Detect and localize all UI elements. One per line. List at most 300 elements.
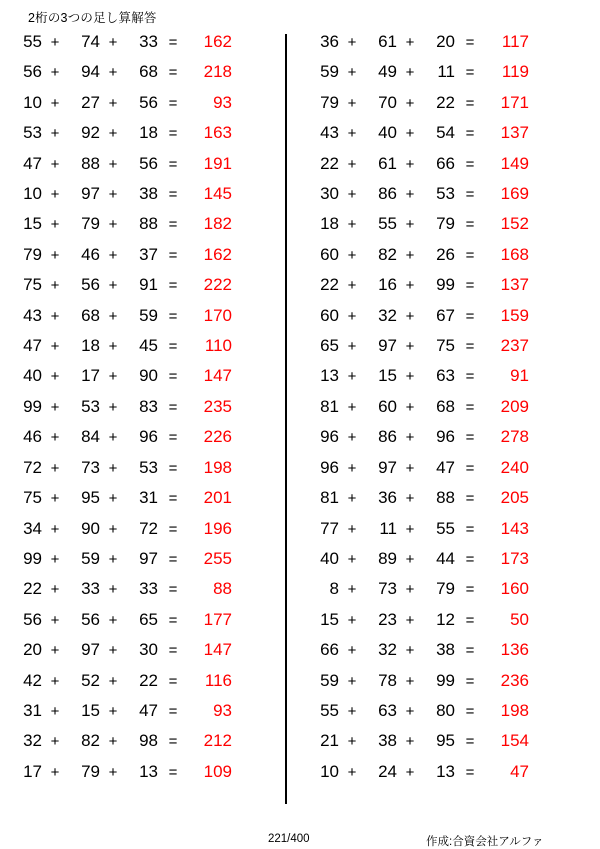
problem-row (307, 245, 572, 275)
operand-3: 33 (139, 32, 158, 51)
equals-icon: = (465, 581, 475, 599)
plus-icon: + (347, 368, 357, 386)
answer-value: 182 (203, 214, 232, 234)
answer-value: 205 (500, 488, 529, 508)
plus-icon: + (405, 490, 415, 508)
answer-value: 198 (500, 700, 529, 720)
equals-icon: = (465, 155, 475, 173)
operand-2: 97 (378, 336, 397, 356)
operand-1: 75 (23, 275, 42, 295)
plus-icon: + (50, 398, 60, 416)
operand-2: 86 (378, 427, 397, 447)
operand-2: 63 (378, 700, 397, 720)
problem-columns (0, 32, 600, 792)
plus-icon: + (405, 186, 415, 204)
plus-icon: + (108, 246, 118, 264)
operand-2: 97 (81, 640, 100, 660)
plus-icon: + (108, 733, 118, 751)
equals-icon: = (465, 490, 475, 508)
operand-1: 79 (23, 244, 42, 264)
equals-icon: = (465, 186, 475, 204)
operand-2: 88 (81, 153, 100, 173)
plus-icon: + (108, 763, 118, 781)
plus-icon: + (405, 550, 415, 568)
operand-1: 79 (320, 92, 339, 112)
problem-row (307, 549, 572, 579)
answer-value: 159 (500, 305, 529, 325)
operand-3: 26 (436, 244, 455, 264)
operand-3: 97 (139, 548, 158, 568)
equals-icon: = (168, 94, 178, 112)
operand-1: 99 (23, 396, 42, 416)
operand-2: 11 (379, 518, 397, 538)
plus-icon: + (50, 459, 60, 477)
problem-row (10, 154, 285, 184)
answer-value: 162 (203, 32, 232, 51)
equals-icon: = (168, 307, 178, 325)
equals-icon: = (465, 246, 475, 264)
operand-1: 53 (23, 123, 42, 143)
plus-icon: + (347, 34, 357, 51)
plus-icon: + (405, 702, 415, 720)
answer-value: 170 (203, 305, 232, 325)
plus-icon: + (347, 277, 357, 295)
operand-1: 40 (320, 548, 339, 568)
operand-2: 56 (81, 609, 100, 629)
plus-icon: + (50, 550, 60, 568)
plus-icon: + (405, 94, 415, 112)
plus-icon: + (405, 277, 415, 295)
plus-icon: + (405, 398, 415, 416)
operand-1: 59 (320, 670, 339, 690)
operand-1: 40 (23, 366, 42, 386)
operand-1: 66 (320, 640, 339, 660)
operand-1: 10 (23, 184, 42, 204)
equals-icon: = (465, 672, 475, 690)
plus-icon: + (347, 155, 357, 173)
answer-value: 91 (510, 366, 529, 386)
equals-icon: = (168, 125, 178, 143)
operand-2: 73 (378, 579, 397, 599)
equals-icon: = (465, 368, 475, 386)
plus-icon: + (50, 64, 60, 82)
problem-row (307, 519, 572, 549)
problem-row (307, 579, 572, 609)
equals-icon: = (465, 94, 475, 112)
problem-row (307, 366, 572, 396)
plus-icon: + (108, 155, 118, 173)
problem-row (10, 306, 285, 336)
answer-value: 240 (500, 457, 529, 477)
plus-icon: + (50, 246, 60, 264)
plus-icon: + (50, 733, 60, 751)
operand-1: 22 (23, 579, 42, 599)
operand-1: 22 (320, 275, 339, 295)
problem-row (307, 458, 572, 488)
operand-1: 43 (23, 305, 42, 325)
problem-row (307, 427, 572, 457)
operand-1: 72 (23, 457, 42, 477)
problem-row (10, 123, 285, 153)
equals-icon: = (168, 672, 178, 690)
operand-3: 91 (139, 275, 158, 295)
operand-2: 40 (378, 123, 397, 143)
plus-icon: + (347, 216, 357, 234)
answer-value: 154 (500, 731, 529, 751)
answer-value: 93 (213, 92, 232, 112)
operand-2: 79 (81, 761, 100, 781)
problem-row (10, 93, 285, 123)
plus-icon: + (108, 642, 118, 660)
operand-1: 32 (23, 731, 42, 751)
problem-row (10, 549, 285, 579)
operand-1: 60 (320, 244, 339, 264)
operand-1: 17 (23, 761, 42, 781)
plus-icon: + (405, 125, 415, 143)
plus-icon: + (50, 672, 60, 690)
answer-value: 235 (203, 396, 232, 416)
operand-3: 83 (139, 396, 158, 416)
plus-icon: + (347, 186, 357, 204)
problem-row (307, 214, 572, 244)
equals-icon: = (465, 398, 475, 416)
plus-icon: + (108, 216, 118, 234)
operand-1: 42 (23, 670, 42, 690)
plus-icon: + (50, 216, 60, 234)
plus-icon: + (405, 642, 415, 660)
operand-1: 15 (320, 609, 339, 629)
equals-icon: = (465, 64, 475, 82)
problem-row (10, 62, 285, 92)
problem-row (307, 762, 572, 792)
operand-3: 53 (139, 457, 158, 477)
operand-3: 88 (139, 214, 158, 234)
plus-icon: + (108, 581, 118, 599)
operand-3: 54 (436, 123, 455, 143)
answer-value: 160 (500, 579, 529, 599)
answer-value: 169 (500, 184, 529, 204)
operand-1: 31 (23, 700, 42, 720)
equals-icon: = (168, 702, 178, 720)
plus-icon: + (50, 429, 60, 447)
answer-value: 163 (203, 123, 232, 143)
operand-3: 47 (436, 457, 455, 477)
plus-icon: + (405, 155, 415, 173)
equals-icon: = (168, 216, 178, 234)
plus-icon: + (405, 581, 415, 599)
answer-value: 255 (203, 548, 232, 568)
plus-icon: + (347, 429, 357, 447)
equals-icon: = (465, 763, 475, 781)
operand-1: 43 (320, 123, 339, 143)
equals-icon: = (465, 125, 475, 143)
problem-row (10, 184, 285, 214)
equals-icon: = (465, 642, 475, 660)
answer-value: 137 (500, 275, 529, 295)
operand-2: 79 (81, 214, 100, 234)
plus-icon: + (50, 307, 60, 325)
problem-row (307, 184, 572, 214)
problem-row (307, 336, 572, 366)
operand-3: 63 (436, 366, 455, 386)
answer-value: 226 (203, 427, 232, 447)
operand-1: 55 (23, 32, 42, 51)
equals-icon: = (465, 429, 475, 447)
operand-2: 70 (378, 92, 397, 112)
plus-icon: + (108, 186, 118, 204)
equals-icon: = (168, 155, 178, 173)
operand-3: 33 (139, 579, 158, 599)
operand-2: 74 (81, 32, 100, 51)
plus-icon: + (108, 338, 118, 356)
problem-row (307, 93, 572, 123)
operand-2: 38 (378, 731, 397, 751)
operand-2: 53 (81, 396, 100, 416)
answer-value: 109 (203, 761, 232, 781)
operand-3: 88 (436, 488, 455, 508)
problem-row (10, 214, 285, 244)
operand-3: 79 (436, 214, 455, 234)
operand-2: 61 (378, 32, 397, 51)
problem-row (307, 731, 572, 761)
operand-2: 68 (81, 305, 100, 325)
answer-value: 145 (203, 184, 232, 204)
equals-icon: = (168, 368, 178, 386)
problem-row (307, 154, 572, 184)
operand-2: 73 (81, 457, 100, 477)
equals-icon: = (465, 702, 475, 720)
operand-2: 95 (81, 488, 100, 508)
plus-icon: + (347, 459, 357, 477)
plus-icon: + (108, 550, 118, 568)
operand-2: 17 (81, 366, 100, 386)
operand-3: 30 (139, 640, 158, 660)
problem-row (307, 610, 572, 640)
problem-row (10, 640, 285, 670)
operand-1: 77 (320, 518, 339, 538)
plus-icon: + (405, 307, 415, 325)
answer-value: 50 (510, 609, 529, 629)
operand-3: 67 (436, 305, 455, 325)
operand-3: 68 (139, 62, 158, 82)
answer-value: 278 (500, 427, 529, 447)
problem-row (10, 762, 285, 792)
problem-row (10, 32, 285, 62)
plus-icon: + (50, 611, 60, 629)
equals-icon: = (168, 459, 178, 477)
plus-icon: + (347, 581, 357, 599)
answer-value: 191 (203, 153, 232, 173)
equals-icon: = (168, 429, 178, 447)
equals-icon: = (168, 246, 178, 264)
operand-3: 22 (436, 92, 455, 112)
answer-value: 119 (501, 62, 529, 82)
answer-value: 136 (500, 640, 529, 660)
plus-icon: + (50, 763, 60, 781)
operand-2: 15 (378, 366, 397, 386)
equals-icon: = (168, 520, 178, 538)
problem-row (10, 336, 285, 366)
operand-2: 92 (81, 123, 100, 143)
problem-row (307, 275, 572, 305)
plus-icon: + (50, 520, 60, 538)
answer-value: 110 (204, 336, 232, 356)
operand-1: 30 (320, 184, 339, 204)
answer-value: 171 (500, 92, 529, 112)
operand-2: 32 (378, 640, 397, 660)
operand-1: 10 (23, 92, 42, 112)
operand-2: 18 (81, 336, 100, 356)
answer-value: 212 (203, 731, 232, 751)
plus-icon: + (405, 733, 415, 751)
operand-2: 27 (81, 92, 100, 112)
equals-icon: = (465, 459, 475, 477)
equals-icon: = (168, 581, 178, 599)
equals-icon: = (168, 763, 178, 781)
operand-3: 95 (436, 731, 455, 751)
plus-icon: + (50, 368, 60, 386)
plus-icon: + (347, 125, 357, 143)
answer-value: 222 (203, 275, 232, 295)
plus-icon: + (347, 550, 357, 568)
operand-2: 55 (378, 214, 397, 234)
operand-3: 13 (139, 761, 158, 781)
operand-3: 20 (436, 32, 455, 51)
equals-icon: = (168, 611, 178, 629)
plus-icon: + (405, 763, 415, 781)
operand-3: 80 (436, 700, 455, 720)
operand-1: 18 (320, 214, 339, 234)
operand-2: 82 (81, 731, 100, 751)
answer-value: 209 (500, 396, 529, 416)
plus-icon: + (405, 34, 415, 51)
plus-icon: + (347, 611, 357, 629)
answer-value: 168 (500, 244, 529, 264)
plus-icon: + (50, 702, 60, 720)
operand-3: 65 (139, 609, 158, 629)
operand-3: 56 (139, 92, 158, 112)
plus-icon: + (108, 702, 118, 720)
problem-row (307, 397, 572, 427)
plus-icon: + (50, 338, 60, 356)
equals-icon: = (465, 216, 475, 234)
plus-icon: + (108, 277, 118, 295)
problem-row (307, 640, 572, 670)
operand-3: 38 (436, 640, 455, 660)
operand-3: 99 (436, 275, 455, 295)
answer-value: 137 (500, 123, 529, 143)
plus-icon: + (108, 490, 118, 508)
operand-3: 55 (436, 518, 455, 538)
problem-row (307, 123, 572, 153)
answer-value: 173 (500, 548, 529, 568)
equals-icon: = (465, 338, 475, 356)
operand-1: 56 (23, 609, 42, 629)
answer-value: 237 (500, 336, 529, 356)
plus-icon: + (108, 611, 118, 629)
equals-icon: = (168, 186, 178, 204)
plus-icon: + (347, 733, 357, 751)
operand-3: 98 (139, 731, 158, 751)
equals-icon: = (465, 277, 475, 295)
problem-row (10, 519, 285, 549)
equals-icon: = (168, 338, 178, 356)
equals-icon: = (465, 520, 475, 538)
operand-2: 52 (81, 670, 100, 690)
operand-2: 97 (81, 184, 100, 204)
equals-icon: = (168, 64, 178, 82)
operand-1: 46 (23, 427, 42, 447)
plus-icon: + (50, 642, 60, 660)
plus-icon: + (347, 246, 357, 264)
operand-2: 90 (81, 518, 100, 538)
operand-1: 81 (320, 396, 339, 416)
operand-2: 97 (378, 457, 397, 477)
answer-value: 162 (203, 244, 232, 264)
plus-icon: + (50, 155, 60, 173)
plus-icon: + (108, 94, 118, 112)
operand-2: 16 (378, 275, 397, 295)
plus-icon: + (347, 672, 357, 690)
operand-1: 75 (23, 488, 42, 508)
operand-1: 81 (320, 488, 339, 508)
right-problem-column (287, 32, 572, 792)
answer-value: 218 (203, 62, 232, 82)
operand-3: 96 (436, 427, 455, 447)
equals-icon: = (168, 398, 178, 416)
plus-icon: + (405, 64, 415, 82)
problem-row (10, 701, 285, 731)
plus-icon: + (405, 338, 415, 356)
problem-row (307, 306, 572, 336)
operand-3: 75 (436, 336, 455, 356)
problem-row (10, 397, 285, 427)
equals-icon: = (465, 307, 475, 325)
operand-2: 78 (378, 670, 397, 690)
problem-row (10, 245, 285, 275)
operand-3: 53 (436, 184, 455, 204)
plus-icon: + (347, 520, 357, 538)
operand-2: 82 (378, 244, 397, 264)
operand-1: 96 (320, 427, 339, 447)
answer-value: 236 (500, 670, 529, 690)
answer-value: 116 (204, 670, 232, 690)
page-title: 2桁の3つの足し算解答 (28, 11, 157, 25)
equals-icon: = (465, 550, 475, 568)
operand-1: 47 (23, 336, 42, 356)
operand-1: 65 (320, 336, 339, 356)
problem-row (10, 458, 285, 488)
plus-icon: + (108, 459, 118, 477)
operand-3: 37 (139, 244, 158, 264)
problem-row (307, 62, 572, 92)
plus-icon: + (108, 125, 118, 143)
plus-icon: + (108, 429, 118, 447)
answer-value: 196 (203, 518, 232, 538)
operand-1: 55 (320, 700, 339, 720)
operand-3: 44 (436, 548, 455, 568)
plus-icon: + (108, 672, 118, 690)
equals-icon: = (465, 733, 475, 751)
operand-3: 90 (139, 366, 158, 386)
equals-icon: = (168, 277, 178, 295)
plus-icon: + (347, 763, 357, 781)
plus-icon: + (108, 34, 118, 51)
operand-1: 15 (23, 214, 42, 234)
plus-icon: + (405, 246, 415, 264)
operand-3: 18 (139, 123, 158, 143)
problem-row (10, 275, 285, 305)
